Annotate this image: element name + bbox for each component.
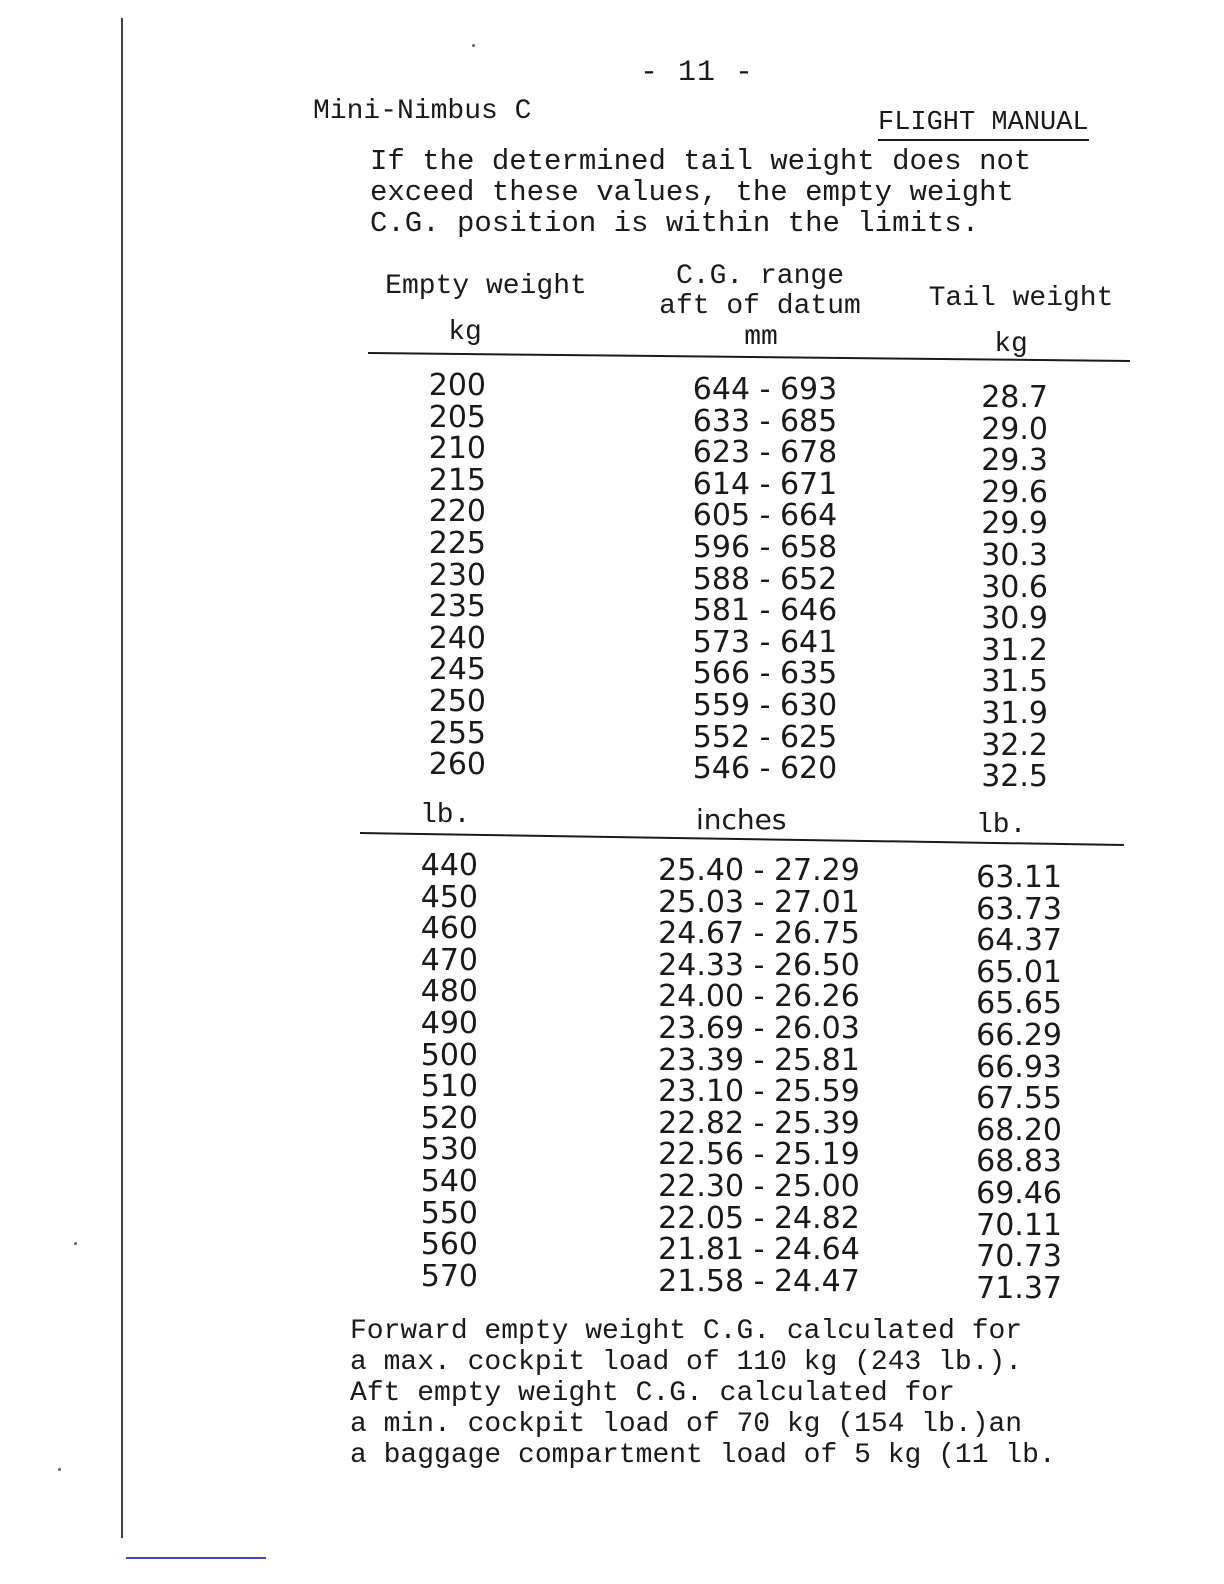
intro-line: C.G. position is within the limits.	[370, 207, 980, 240]
table-cell: 235	[428, 589, 486, 625]
intro-line: exceed these values, the empty weight	[370, 176, 1014, 209]
table-cell: 24.67 - 26.75	[658, 916, 860, 952]
metric-cg-range-column	[660, 374, 870, 785]
table-cell: 24.00 - 26.26	[658, 979, 860, 1015]
table-cell: 605 - 664	[692, 498, 838, 534]
table-cell: 65.65	[976, 986, 1062, 1022]
table-cell: 633 - 685	[692, 403, 838, 439]
table-cell: 581 - 646	[692, 593, 838, 629]
table-cell: 550	[420, 1195, 478, 1231]
table-cell: 21.81 - 24.64	[658, 1232, 860, 1268]
table-cell: 530	[420, 1132, 478, 1168]
imperial-tail-weight-column	[944, 862, 1062, 1304]
table-cell: 588 - 652	[692, 561, 838, 597]
table-cell: 546 - 620	[692, 751, 838, 787]
table-cell: 66.29	[976, 1017, 1062, 1053]
table-cell: 25.03 - 27.01	[658, 884, 860, 920]
table-cell: 255	[428, 715, 486, 751]
table-cell: 32.2	[981, 727, 1048, 763]
intro-line: If the determined tail weight does not	[370, 145, 1032, 178]
scan-speck	[472, 44, 475, 47]
table-cell: 260	[428, 747, 486, 783]
footnote-line: a baggage compartment load of 5 kg (11 lb.	[350, 1440, 1056, 1471]
imperial-unit-weight: lb.	[420, 800, 471, 831]
table-cell: 220	[428, 494, 486, 530]
table-cell: 559 - 630	[692, 687, 838, 723]
table-cell: 623 - 678	[692, 435, 838, 471]
imperial-empty-weight-column	[390, 850, 478, 1292]
table-cell: 470	[420, 942, 478, 978]
table-cell: 245	[428, 652, 486, 688]
table-cell: 240	[428, 620, 486, 656]
header-tail-weight: Tail weight	[928, 283, 1114, 314]
table-cell: 500	[420, 1037, 478, 1073]
table-cell: 490	[420, 1005, 478, 1041]
table-cell: 25.40 - 27.29	[658, 853, 860, 888]
header-empty-weight: Empty weight	[385, 271, 587, 302]
table-cell: 68.20	[976, 1112, 1062, 1148]
table-cell: 30.9	[981, 601, 1048, 637]
table-cell: 225	[428, 525, 486, 561]
table-cell: 566 - 635	[692, 656, 838, 692]
table-cell: 68.83	[976, 1144, 1062, 1180]
header-cg-line2: aft of datum	[659, 291, 861, 322]
table-cell: 614 - 671	[692, 466, 838, 502]
bottom-margin-rule	[126, 1557, 266, 1559]
table-cell: 230	[428, 557, 486, 593]
table-cell: 28.7	[981, 380, 1048, 415]
table-cell: 644 - 693	[692, 372, 838, 407]
table-cell: 69.46	[976, 1175, 1062, 1211]
table-cell: 552 - 625	[692, 719, 838, 755]
footnote-line: Aft empty weight C.G. calculated for	[350, 1378, 955, 1409]
metric-empty-weight-column	[400, 370, 486, 781]
table-cell: 23.39 - 25.81	[658, 1042, 860, 1078]
table-cell: 215	[428, 462, 486, 498]
table-cell: 29.6	[981, 474, 1048, 510]
table-cell: 64.37	[976, 923, 1062, 959]
imperial-unit-inches: inches	[696, 803, 787, 836]
table-cell: 22.05 - 24.82	[658, 1200, 860, 1236]
footnote-paragraph	[350, 1316, 1170, 1471]
table-cell: 570	[420, 1258, 478, 1294]
table-cell: 22.82 - 25.39	[658, 1105, 860, 1141]
table-cell: 21.58 - 24.47	[658, 1263, 860, 1299]
footnote-line: a max. cockpit load of 110 kg (243 lb.).	[350, 1347, 1023, 1378]
table-cell: 596 - 658	[692, 529, 838, 565]
table-cell: 32.5	[981, 759, 1048, 795]
table-cell: 65.01	[976, 954, 1062, 990]
table-cell: 24.33 - 26.50	[658, 947, 860, 983]
manual-title: FLIGHT MANUAL	[878, 108, 1089, 141]
table-cell: 210	[428, 431, 486, 467]
table-cell: 63.73	[976, 891, 1062, 927]
metric-tail-weight-column	[950, 382, 1048, 793]
header-unit-kg: kg	[994, 329, 1028, 360]
table-cell: 67.55	[976, 1081, 1062, 1117]
binder-margin-line	[121, 18, 123, 1538]
table-cell: 70.73	[976, 1239, 1062, 1275]
footnote-line: Forward empty weight C.G. calculated for	[350, 1316, 1023, 1347]
table-cell: 66.93	[976, 1049, 1062, 1085]
header-unit-mm: mm	[744, 322, 778, 353]
table-cell: 22.30 - 25.00	[658, 1168, 860, 1204]
document-title: Mini-Nimbus C	[313, 96, 532, 127]
table-cell: 480	[420, 974, 478, 1010]
table-cell: 520	[420, 1100, 478, 1136]
table-cell: 460	[420, 911, 478, 947]
table-cell: 560	[420, 1227, 478, 1263]
table-cell: 22.56 - 25.19	[658, 1137, 860, 1173]
table-cell: 31.2	[981, 632, 1048, 668]
table-cell: 29.9	[981, 506, 1048, 542]
table-cell: 30.3	[981, 537, 1048, 573]
table-cell: 23.69 - 26.03	[658, 1010, 860, 1046]
imperial-unit-tail: lb.	[976, 810, 1027, 841]
imperial-cg-range-column	[614, 855, 904, 1297]
footnote-line: a min. cockpit load of 70 kg (154 lb.)an	[350, 1409, 1023, 1440]
table-cell: 31.9	[981, 695, 1048, 731]
header-cg-line1: C.G. range	[675, 261, 845, 292]
table-cell: 205	[428, 399, 486, 435]
table-cell: 573 - 641	[692, 624, 838, 660]
table-cell: 29.3	[981, 443, 1048, 479]
table-cell: 540	[420, 1163, 478, 1199]
table-cell: 450	[420, 879, 478, 915]
table-cell: 70.11	[976, 1207, 1062, 1243]
page-number: - 11 -	[640, 56, 755, 90]
table-cell: 250	[428, 683, 486, 719]
table-cell: 200	[428, 368, 486, 403]
table-cell: 440	[420, 848, 478, 883]
scan-speck	[74, 1242, 77, 1245]
scan-speck	[58, 1468, 61, 1471]
table-cell: 29.0	[981, 411, 1048, 447]
table-cell: 510	[420, 1069, 478, 1105]
intro-paragraph	[370, 146, 1170, 239]
header-unit-kg: kg	[448, 317, 482, 348]
table-cell: 23.10 - 25.59	[658, 1074, 860, 1110]
table-cell: 71.37	[976, 1270, 1062, 1306]
table-cell: 31.5	[981, 664, 1048, 700]
table-cell: 63.11	[976, 860, 1062, 895]
table-cell: 30.6	[981, 569, 1048, 605]
